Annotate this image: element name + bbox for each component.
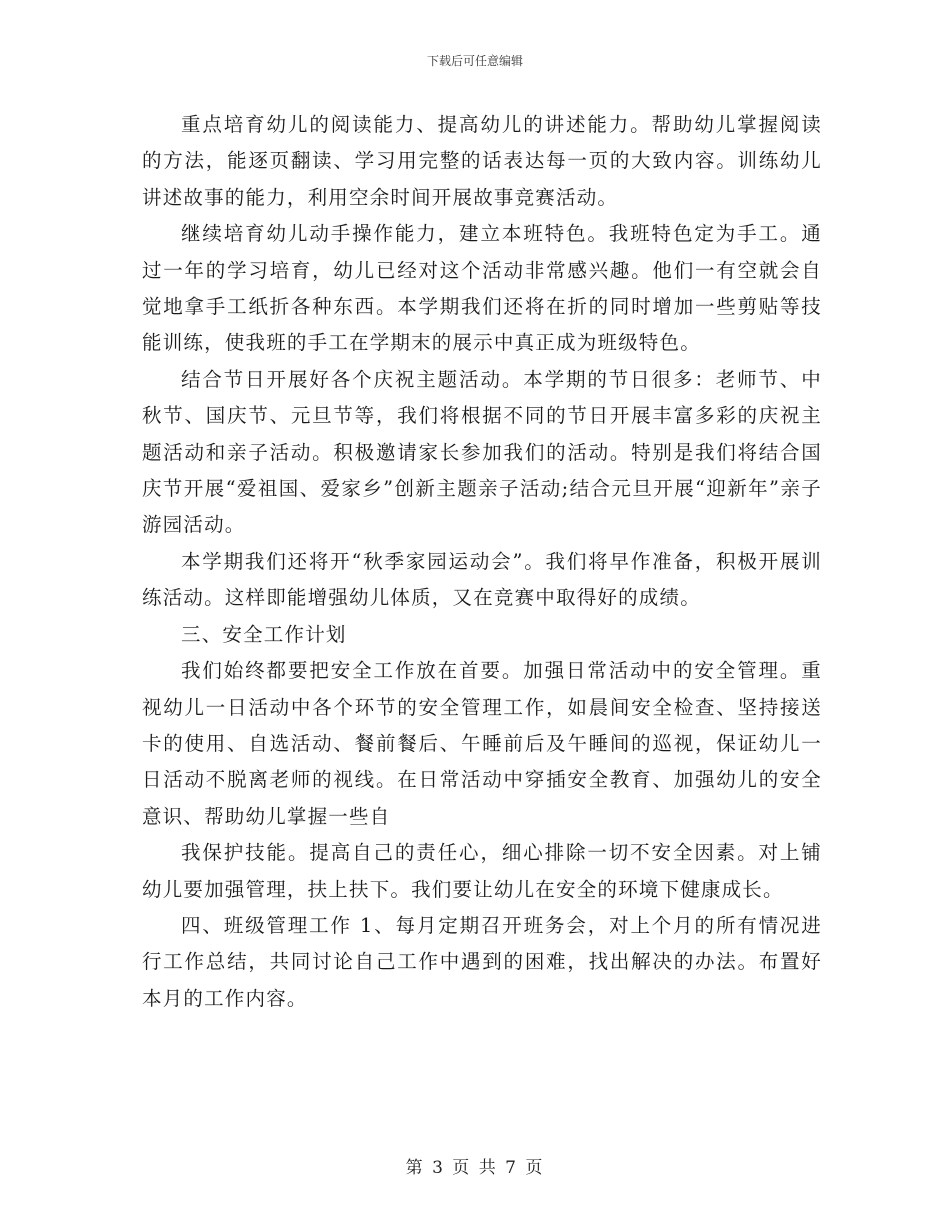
paragraph-self-protection: 我保护技能。提高自己的责任心，细心排除一切不安全因素。对上铺幼儿要加强管理，扶上扶下。我们要让幼儿在安全的环境下健康成长。 <box>142 841 822 901</box>
paragraph-handcraft: 继续培育幼儿动手操作能力，建立本班特色。我班特色定为手工。通过一年的学习培育，幼儿已经对这个活动非常感兴趣。他们一有空就会自觉地拿手工纸折各种东西。本学期我们还将在折的同时增加一些剪贴等技能训练，使我班的手工在学期末的展示中真正成为班级特色。 <box>142 222 822 355</box>
paragraph-festivals: 结合节日开展好各个庆祝主题活动。本学期的节日很多：老师节、中秋节、国庆节、元旦节等，我们将根据不同的节日开展丰富多彩的庆祝主题活动和亲子活动。积极邀请家长参加我们的活动。特别是我们将结合国庆节开展“爱祖国、爱家乡”创新主题亲子活动;结合元旦开展“迎新年”亲子游园活动。 <box>142 367 822 537</box>
body-content <box>142 107 822 1017</box>
paragraph-safety-management: 我们始终都要把安全工作放在首要。加强日常活动中的安全管理。重视幼儿一日活动中各个环节的安全管理工作，如晨间安全检查、坚持接送卡的使用、自选活动、餐前餐后、午睡前后及午睡间的巡视，保证幼儿一日活动不脱离老师的视线。在日常活动中穿插安全教育、加强幼儿的安全意识、帮助幼儿掌握一些自 <box>142 659 822 828</box>
section-heading-safety: 三、安全工作计划 <box>181 622 347 646</box>
paragraph-sports-meet: 本学期我们还将开“秋季家园运动会”。我们将早作准备，积极开展训练活动。这样即能增强幼儿体质，又在竞赛中取得好的成绩。 <box>142 549 822 610</box>
paragraph-reading: 重点培育幼儿的阅读能力、提高幼儿的讲述能力。帮助幼儿掌握阅读的方法，能逐页翻读、学习用完整的话表达每一页的大致内容。训练幼儿讲述故事的能力，利用空余时间开展故事竞赛活动。 <box>142 113 822 209</box>
paragraph-class-management: 四、班级管理工作 1、每月定期召开班务会，对上个月的所有情况进行工作总结，共同讨论自己工作中遇到的困难，找出解决的办法。布置好本月的工作内容。 <box>142 913 822 1010</box>
page-header: 下载后可任意编辑 <box>426 54 523 68</box>
page-number: 第 3 页 共 7 页 <box>405 1158 545 1178</box>
